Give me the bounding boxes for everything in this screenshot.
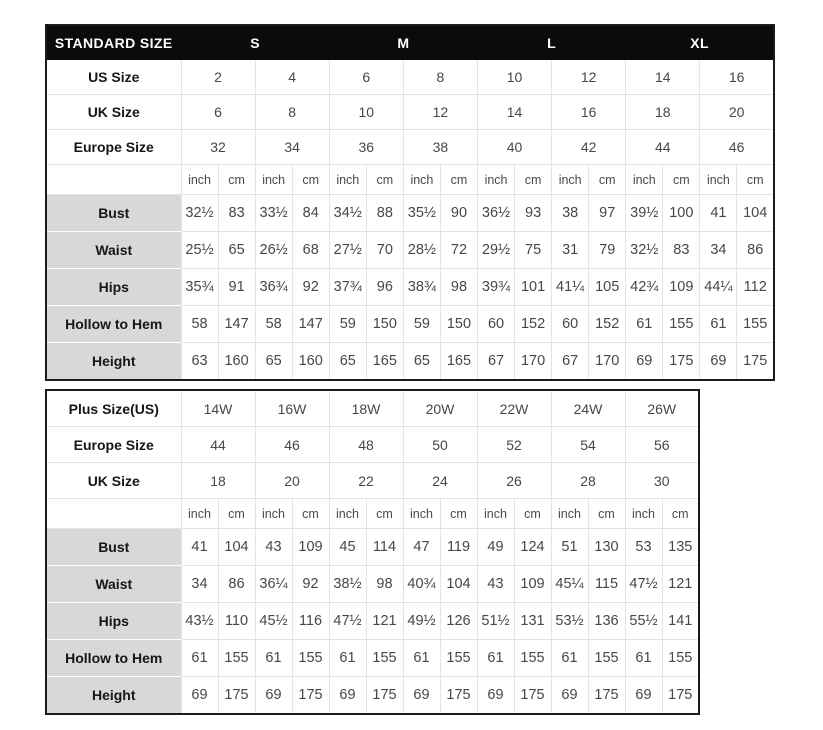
size-value: 46 <box>255 427 329 463</box>
size-row <box>46 95 774 130</box>
measure-value: 35¾ <box>181 269 218 306</box>
measure-value: 58 <box>181 306 218 343</box>
size-value: 22 <box>329 463 403 499</box>
size-value: 10 <box>478 60 552 95</box>
measure-value: 37¾ <box>329 269 366 306</box>
measure-value: 105 <box>589 269 626 306</box>
measure-value: 155 <box>292 640 329 677</box>
size-value: 56 <box>625 427 699 463</box>
measure-value: 58 <box>255 306 292 343</box>
unit-label: cm <box>663 165 700 195</box>
row-label: Hips <box>46 269 181 306</box>
measure-value: 68 <box>292 232 329 269</box>
measure-value: 175 <box>737 343 774 381</box>
row-label: US Size <box>46 60 181 95</box>
size-value: 26W <box>625 390 699 427</box>
row-label: Height <box>46 343 181 381</box>
unit-label: inch <box>255 165 292 195</box>
measure-value: 38 <box>552 195 589 232</box>
row-label: Plus Size(US) <box>46 390 181 427</box>
measure-value: 53½ <box>551 603 588 640</box>
measure-value: 35½ <box>403 195 440 232</box>
measure-value: 175 <box>366 677 403 715</box>
measure-value: 79 <box>589 232 626 269</box>
unit-label: cm <box>218 499 255 529</box>
measure-value: 65 <box>329 343 366 381</box>
measure-value: 34 <box>700 232 737 269</box>
measure-value: 25½ <box>181 232 218 269</box>
unit-label: inch <box>403 165 440 195</box>
measure-value: 36¾ <box>255 269 292 306</box>
measure-value: 69 <box>181 677 218 715</box>
size-value: 16 <box>552 95 626 130</box>
measure-value: 27½ <box>329 232 366 269</box>
measure-value: 47½ <box>625 566 662 603</box>
row-label: Hollow to Hem <box>46 306 181 343</box>
table-title-cell: STANDARD SIZE <box>46 25 181 60</box>
measure-value: 152 <box>589 306 626 343</box>
plus-size-table <box>45 389 700 715</box>
measure-value: 160 <box>292 343 329 381</box>
measure-value: 28½ <box>403 232 440 269</box>
size-value: 18 <box>626 95 700 130</box>
size-group-header: L <box>478 25 626 60</box>
size-value: 8 <box>255 95 329 130</box>
size-value: 16W <box>255 390 329 427</box>
measure-value: 155 <box>662 640 699 677</box>
measure-value: 92 <box>292 269 329 306</box>
measure-value: 60 <box>478 306 515 343</box>
measure-value: 155 <box>218 640 255 677</box>
unit-label: inch <box>329 499 366 529</box>
measure-value: 26½ <box>255 232 292 269</box>
measure-value: 44¼ <box>700 269 737 306</box>
measure-value: 98 <box>440 269 477 306</box>
measure-value: 61 <box>181 640 218 677</box>
measure-value: 121 <box>366 603 403 640</box>
measure-value: 61 <box>329 640 366 677</box>
measure-value: 29½ <box>478 232 515 269</box>
measure-value: 69 <box>551 677 588 715</box>
measure-value: 69 <box>626 343 663 381</box>
measure-value: 86 <box>737 232 774 269</box>
measure-value: 104 <box>440 566 477 603</box>
measure-value: 32½ <box>626 232 663 269</box>
measure-value: 170 <box>515 343 552 381</box>
measure-value: 104 <box>737 195 774 232</box>
unit-label: cm <box>589 165 626 195</box>
row-label: Waist <box>46 566 181 603</box>
measure-value: 49½ <box>403 603 440 640</box>
measure-value: 155 <box>737 306 774 343</box>
measure-value: 67 <box>478 343 515 381</box>
measure-value: 69 <box>625 677 662 715</box>
unit-label: cm <box>218 165 255 195</box>
measure-row <box>46 677 699 715</box>
measure-value: 39½ <box>626 195 663 232</box>
measure-value: 152 <box>515 306 552 343</box>
unit-row <box>46 165 774 195</box>
measure-value: 61 <box>403 640 440 677</box>
unit-label: inch <box>625 499 662 529</box>
measure-value: 38¾ <box>403 269 440 306</box>
measure-value: 165 <box>366 343 403 381</box>
unit-label: cm <box>440 165 477 195</box>
unit-label: inch <box>552 165 589 195</box>
measure-value: 116 <box>292 603 329 640</box>
measure-value: 109 <box>514 566 551 603</box>
measure-value: 65 <box>403 343 440 381</box>
measure-value: 175 <box>588 677 625 715</box>
measure-value: 61 <box>477 640 514 677</box>
size-value: 6 <box>329 60 403 95</box>
measure-value: 155 <box>588 640 625 677</box>
measure-row <box>46 640 699 677</box>
measure-value: 32½ <box>181 195 218 232</box>
size-value: 38 <box>403 130 477 165</box>
size-value: 30 <box>625 463 699 499</box>
measure-row <box>46 232 774 269</box>
measure-row <box>46 269 774 306</box>
size-value: 2 <box>181 60 255 95</box>
measure-value: 70 <box>366 232 403 269</box>
measure-row <box>46 343 774 381</box>
measure-value: 41 <box>700 195 737 232</box>
unit-label: cm <box>737 165 774 195</box>
measure-value: 69 <box>477 677 514 715</box>
measure-value: 61 <box>626 306 663 343</box>
measure-value: 72 <box>440 232 477 269</box>
measure-value: 67 <box>552 343 589 381</box>
measure-value: 34½ <box>329 195 366 232</box>
measure-value: 75 <box>515 232 552 269</box>
measure-row <box>46 566 699 603</box>
unit-row <box>46 499 699 529</box>
measure-value: 33½ <box>255 195 292 232</box>
measure-value: 112 <box>737 269 774 306</box>
measure-value: 109 <box>663 269 700 306</box>
measure-value: 165 <box>440 343 477 381</box>
row-label: Europe Size <box>46 130 181 165</box>
measure-row <box>46 195 774 232</box>
size-value: 20 <box>700 95 774 130</box>
size-value: 18 <box>181 463 255 499</box>
size-value: 10 <box>329 95 403 130</box>
measure-value: 43 <box>477 566 514 603</box>
measure-value: 155 <box>514 640 551 677</box>
size-value: 20 <box>255 463 329 499</box>
size-row <box>46 390 699 427</box>
measure-value: 175 <box>440 677 477 715</box>
size-value: 42 <box>552 130 626 165</box>
measure-value: 104 <box>218 529 255 566</box>
measure-value: 175 <box>218 677 255 715</box>
measure-value: 43 <box>255 529 292 566</box>
size-group-header: M <box>329 25 477 60</box>
unit-label: inch <box>255 499 292 529</box>
measure-row <box>46 529 699 566</box>
size-value: 24 <box>403 463 477 499</box>
measure-value: 114 <box>366 529 403 566</box>
size-value: 26 <box>477 463 551 499</box>
measure-value: 36¼ <box>255 566 292 603</box>
measure-value: 86 <box>218 566 255 603</box>
measure-value: 61 <box>551 640 588 677</box>
row-label: Europe Size <box>46 427 181 463</box>
size-value: 36 <box>329 130 403 165</box>
measure-value: 60 <box>552 306 589 343</box>
measure-value: 119 <box>440 529 477 566</box>
measure-value: 150 <box>366 306 403 343</box>
measure-value: 109 <box>292 529 329 566</box>
measure-value: 34 <box>181 566 218 603</box>
size-group-header: S <box>181 25 329 60</box>
size-row <box>46 60 774 95</box>
measure-value: 110 <box>218 603 255 640</box>
unit-label: inch <box>551 499 588 529</box>
measure-value: 45 <box>329 529 366 566</box>
measure-value: 96 <box>366 269 403 306</box>
table-header-row <box>46 25 774 60</box>
measure-value: 59 <box>329 306 366 343</box>
measure-value: 84 <box>292 195 329 232</box>
measure-value: 41 <box>181 529 218 566</box>
row-label: Hips <box>46 603 181 640</box>
size-value: 8 <box>403 60 477 95</box>
measure-value: 130 <box>588 529 625 566</box>
measure-value: 83 <box>663 232 700 269</box>
row-label: Bust <box>46 195 181 232</box>
size-value: 44 <box>626 130 700 165</box>
measure-value: 100 <box>663 195 700 232</box>
row-label: Bust <box>46 529 181 566</box>
measure-value: 155 <box>663 306 700 343</box>
measure-value: 47 <box>403 529 440 566</box>
unit-label: cm <box>662 499 699 529</box>
unit-label: inch <box>478 165 515 195</box>
measure-value: 36½ <box>478 195 515 232</box>
measure-value: 101 <box>515 269 552 306</box>
size-value: 48 <box>329 427 403 463</box>
measure-value: 69 <box>329 677 366 715</box>
size-value: 4 <box>255 60 329 95</box>
measure-value: 83 <box>218 195 255 232</box>
unit-label: cm <box>292 499 329 529</box>
measure-value: 31 <box>552 232 589 269</box>
measure-value: 160 <box>218 343 255 381</box>
measure-value: 41¼ <box>552 269 589 306</box>
measure-value: 115 <box>588 566 625 603</box>
size-value: 50 <box>403 427 477 463</box>
measure-value: 61 <box>625 640 662 677</box>
measure-value: 175 <box>514 677 551 715</box>
measure-value: 98 <box>366 566 403 603</box>
measure-value: 51 <box>551 529 588 566</box>
measure-value: 92 <box>292 566 329 603</box>
row-label: UK Size <box>46 463 181 499</box>
unit-label: inch <box>626 165 663 195</box>
measure-value: 45¼ <box>551 566 588 603</box>
size-value: 34 <box>255 130 329 165</box>
measure-value: 39¾ <box>478 269 515 306</box>
unit-label: cm <box>440 499 477 529</box>
size-group-header: XL <box>626 25 774 60</box>
measure-value: 42¾ <box>626 269 663 306</box>
measure-value: 65 <box>255 343 292 381</box>
size-value: 16 <box>700 60 774 95</box>
size-value: 6 <box>181 95 255 130</box>
measure-value: 155 <box>440 640 477 677</box>
measure-value: 69 <box>700 343 737 381</box>
row-label: Height <box>46 677 181 715</box>
unit-label: cm <box>292 165 329 195</box>
unit-row-blank-cell <box>46 499 181 529</box>
size-value: 14 <box>478 95 552 130</box>
size-row <box>46 463 699 499</box>
measure-value: 155 <box>366 640 403 677</box>
measure-value: 97 <box>589 195 626 232</box>
measure-value: 141 <box>662 603 699 640</box>
size-value: 54 <box>551 427 625 463</box>
size-row <box>46 427 699 463</box>
measure-value: 90 <box>440 195 477 232</box>
measure-value: 126 <box>440 603 477 640</box>
unit-label: inch <box>477 499 514 529</box>
row-label: Hollow to Hem <box>46 640 181 677</box>
measure-value: 61 <box>700 306 737 343</box>
measure-value: 63 <box>181 343 218 381</box>
size-value: 22W <box>477 390 551 427</box>
measure-value: 136 <box>588 603 625 640</box>
measure-value: 150 <box>440 306 477 343</box>
measure-value: 131 <box>514 603 551 640</box>
measure-value: 121 <box>662 566 699 603</box>
unit-label: cm <box>366 165 403 195</box>
row-label: Waist <box>46 232 181 269</box>
measure-value: 55½ <box>625 603 662 640</box>
unit-label: cm <box>515 165 552 195</box>
unit-label: cm <box>588 499 625 529</box>
measure-row <box>46 603 699 640</box>
measure-value: 91 <box>218 269 255 306</box>
unit-label: cm <box>514 499 551 529</box>
unit-label: inch <box>329 165 366 195</box>
measure-value: 175 <box>663 343 700 381</box>
measure-value: 175 <box>292 677 329 715</box>
measure-value: 69 <box>403 677 440 715</box>
unit-label: cm <box>366 499 403 529</box>
size-value: 28 <box>551 463 625 499</box>
measure-value: 40¾ <box>403 566 440 603</box>
measure-value: 170 <box>589 343 626 381</box>
size-value: 14 <box>626 60 700 95</box>
unit-label: inch <box>700 165 737 195</box>
measure-value: 124 <box>514 529 551 566</box>
size-value: 20W <box>403 390 477 427</box>
unit-label: inch <box>181 499 218 529</box>
size-value: 12 <box>552 60 626 95</box>
unit-label: inch <box>181 165 218 195</box>
size-value: 24W <box>551 390 625 427</box>
measure-value: 51½ <box>477 603 514 640</box>
measure-value: 175 <box>662 677 699 715</box>
measure-value: 49 <box>477 529 514 566</box>
measure-row <box>46 306 774 343</box>
size-value: 40 <box>478 130 552 165</box>
size-value: 32 <box>181 130 255 165</box>
size-value: 14W <box>181 390 255 427</box>
measure-value: 43½ <box>181 603 218 640</box>
measure-value: 147 <box>218 306 255 343</box>
size-value: 12 <box>403 95 477 130</box>
measure-value: 53 <box>625 529 662 566</box>
standard-size-table <box>45 24 775 381</box>
measure-value: 69 <box>255 677 292 715</box>
size-value: 46 <box>700 130 774 165</box>
size-row <box>46 130 774 165</box>
unit-label: inch <box>403 499 440 529</box>
size-value: 18W <box>329 390 403 427</box>
size-value: 52 <box>477 427 551 463</box>
measure-value: 88 <box>366 195 403 232</box>
measure-value: 61 <box>255 640 292 677</box>
unit-row-blank-cell <box>46 165 181 195</box>
measure-value: 38½ <box>329 566 366 603</box>
row-label: UK Size <box>46 95 181 130</box>
measure-value: 65 <box>218 232 255 269</box>
measure-value: 59 <box>403 306 440 343</box>
measure-value: 93 <box>515 195 552 232</box>
size-value: 44 <box>181 427 255 463</box>
measure-value: 47½ <box>329 603 366 640</box>
measure-value: 147 <box>292 306 329 343</box>
measure-value: 45½ <box>255 603 292 640</box>
measure-value: 135 <box>662 529 699 566</box>
